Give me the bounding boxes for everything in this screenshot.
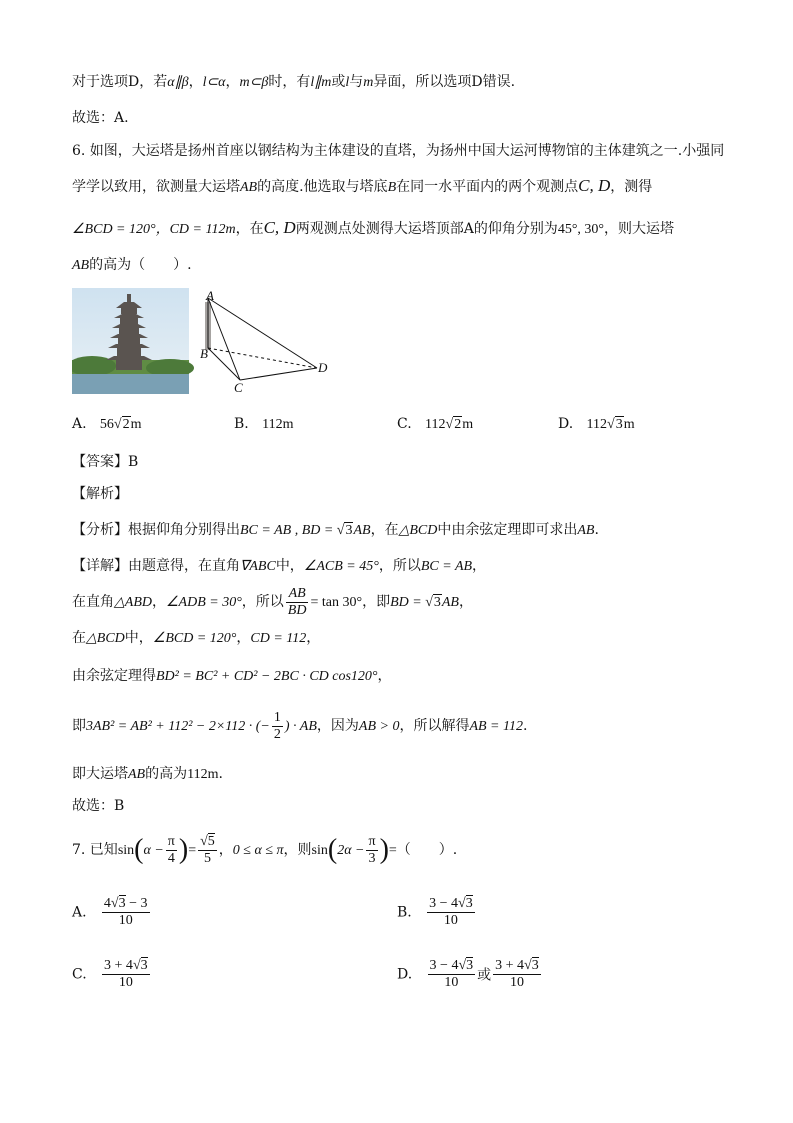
math: 112m [187, 767, 219, 782]
text: ， [458, 594, 473, 610]
text: 的高为（ ）. [89, 257, 192, 273]
option-label: D. [397, 966, 413, 983]
label-d: D [318, 360, 328, 375]
q6-option-b[interactable] [234, 416, 293, 433]
sqrt: √3 [336, 523, 353, 538]
math: 112 [425, 417, 446, 432]
result-line [72, 764, 223, 785]
text: ，在 [235, 221, 264, 237]
text: ，因为 [316, 718, 359, 734]
math: BD = [390, 595, 426, 610]
text: ， [218, 842, 233, 858]
text: 在直角 [72, 594, 114, 610]
denominator: 10 [509, 975, 524, 990]
fraction [286, 586, 309, 619]
tower-photo [72, 288, 194, 394]
sqrt: √3 [607, 417, 623, 432]
text: 中由余弦定理即可求出 [437, 522, 578, 538]
math: AB [128, 767, 146, 782]
radicand: 3 [466, 958, 474, 973]
math: △ABD [114, 595, 152, 610]
math: BC = AB , BD = [240, 523, 337, 538]
paren: ) [379, 834, 389, 865]
math: l⊂α [202, 75, 226, 90]
bcd-line [72, 628, 320, 649]
solve-line [72, 706, 527, 747]
text: . [522, 718, 528, 734]
math: α − [143, 843, 164, 858]
fraction [272, 710, 283, 743]
fraction [366, 834, 377, 867]
text: ，所以 [241, 594, 284, 610]
denominator: 4 [167, 850, 175, 866]
q7-option-d[interactable] [397, 958, 543, 991]
text: ， [188, 74, 203, 90]
radicand: 3 [140, 958, 148, 973]
numerator: π [167, 833, 175, 849]
text: ， [377, 668, 392, 684]
text: 学学以致用，欲测量大运塔 [72, 179, 240, 195]
math: m⊂β [239, 75, 269, 90]
text: 3 + 4 [495, 958, 525, 973]
radicand: 3 [433, 595, 441, 610]
text: 3 + 4 [104, 958, 133, 973]
text: 时，有 [268, 74, 311, 90]
math: AB [441, 595, 459, 610]
numerator: AB [286, 586, 309, 603]
math: 112 [586, 417, 608, 432]
math: AB [577, 523, 595, 538]
xiangjie-line [72, 556, 486, 577]
cosine-law-line [72, 666, 392, 687]
math: B [387, 180, 397, 195]
math: △BCD [398, 523, 438, 538]
math: ∇ABC [240, 559, 276, 574]
text: 4 [103, 896, 111, 911]
math: sin [311, 843, 328, 858]
math: C, D [263, 218, 296, 237]
radicand: 2 [122, 417, 130, 432]
paren: ( [134, 834, 144, 865]
text: 的高为 [145, 766, 188, 782]
denominator: 10 [444, 975, 459, 990]
text: ， [236, 630, 251, 646]
text: 3 − 4 [429, 896, 459, 911]
q6-option-a[interactable] [72, 416, 142, 433]
geometry-diagram [205, 298, 317, 380]
q7-option-b[interactable] [397, 896, 477, 929]
option-d-analysis [72, 72, 515, 93]
text: 两观测点处测得大运塔顶部A的仰角分别为 [295, 221, 558, 237]
text: 【详解】由题意得，在直角 [72, 558, 240, 574]
fraction [428, 958, 476, 991]
math: 45°, 30° [557, 222, 605, 237]
choice-line: 故选：A. [72, 110, 129, 126]
fraction [493, 958, 541, 991]
text: ， [472, 558, 487, 574]
text: 在 [72, 630, 86, 646]
text: ，所以解得 [399, 718, 470, 734]
paren: ) [178, 834, 189, 865]
denominator: 10 [443, 913, 458, 928]
math: l∥m [310, 75, 332, 90]
text: 或 [331, 74, 346, 90]
text: ，即 [362, 594, 391, 610]
text: 由余弦定理得 [72, 668, 156, 684]
numerator: √5 [200, 833, 215, 849]
q6-line-2 [72, 176, 652, 198]
unit: m [130, 417, 142, 432]
radicand: 2 [454, 417, 462, 432]
text: 即大运塔 [72, 766, 128, 782]
fraction [102, 958, 150, 991]
option-label: C. [72, 966, 87, 983]
analysis-heading: 【解析】 [72, 486, 128, 502]
choice-line-b: 故选：B [72, 798, 125, 814]
text: . [218, 766, 223, 782]
text: ， [151, 594, 166, 610]
text: ，测得 [610, 179, 653, 195]
math: α∥β [167, 75, 189, 90]
denominator: 3 [368, 850, 376, 866]
fraction [102, 896, 150, 929]
option-label: A. [72, 904, 87, 921]
text: 与 [349, 74, 364, 90]
numerator: 3 − 4√3 [429, 958, 474, 973]
math: CD = 112 [250, 631, 307, 646]
text: ， [225, 74, 240, 90]
math: BC = AB [420, 559, 473, 574]
radicand: 3 [531, 958, 539, 973]
text: 的高度.他选取与塔底 [257, 179, 388, 195]
text: 3 − 4 [429, 958, 459, 973]
math: ∠ADB = 30° [165, 595, 242, 610]
text: （ ）. [396, 842, 458, 858]
text: 即 [72, 718, 86, 734]
label-a: A [206, 288, 214, 303]
math: ∠BCD = 120°，CD = 112m [72, 222, 236, 237]
radicand: 5 [207, 833, 215, 849]
math: 56 [99, 417, 114, 432]
sqrt: √2 [113, 417, 130, 432]
text: 在同一水平面内的两个观测点 [396, 179, 579, 195]
option-label: A. [72, 416, 87, 432]
math: ∠BCD = 120° [152, 631, 237, 646]
math: = [188, 843, 197, 858]
math: △BCD [86, 631, 125, 646]
radicand: 3 [118, 896, 126, 911]
option-label: B. [397, 904, 412, 921]
numerator: π [368, 833, 376, 849]
sqrt: √2 [445, 417, 462, 432]
text: 或 [477, 967, 492, 984]
text: ，则大运塔 [604, 221, 675, 237]
denominator: 5 [203, 850, 211, 866]
math: AB = 112 [469, 719, 523, 734]
math: = [388, 843, 397, 858]
fraction [427, 896, 475, 929]
numerator: 3 + 4√3 [495, 958, 539, 973]
math: 3AB² = AB² + 112² − 2×112 · (− [86, 719, 270, 734]
text: 异面，所以选项D错误. [373, 74, 516, 90]
option-label: C. [397, 416, 412, 432]
math: C, D [578, 176, 611, 195]
radicand: 3 [465, 896, 473, 911]
numerator: 4√3 − 3 [103, 896, 148, 911]
text: ，所以 [378, 558, 421, 574]
q7-option-c[interactable] [72, 958, 152, 991]
math: = tan 30° [310, 595, 363, 610]
q6-option-d[interactable] [558, 416, 635, 433]
denominator: 2 [273, 726, 281, 742]
radicand: 3 [615, 417, 623, 432]
q6-line-4 [72, 255, 192, 276]
abd-line [72, 584, 473, 621]
unit: m [462, 417, 474, 432]
answer-line: 【答案】B [72, 454, 139, 470]
text: 7. 已知 [72, 842, 118, 858]
math: sin [117, 843, 135, 858]
numerator: 3 − 4√3 [429, 896, 473, 911]
text: ，在 [370, 522, 399, 538]
math: m [363, 75, 374, 90]
option-label: D. [558, 416, 574, 432]
q7-option-a[interactable] [72, 896, 152, 929]
paren: ( [327, 834, 338, 865]
denominator: 10 [118, 975, 133, 990]
math: AB [353, 523, 371, 538]
text: 对于选项D，若 [72, 74, 168, 90]
math: l [345, 75, 350, 90]
numerator: 3 + 4√3 [104, 958, 148, 973]
math: ∠ACB = 45° [303, 559, 379, 574]
option-label: B. [234, 416, 249, 432]
math: ) · AB [284, 719, 317, 734]
math: AB [72, 258, 90, 273]
q6-option-c[interactable] [397, 416, 473, 433]
math: AB [240, 180, 258, 195]
q6-line-3 [72, 218, 674, 240]
math: AB > 0 [358, 719, 400, 734]
q6-line-1: 6. 如图，大运塔是扬州首座以钢结构为主体建设的直塔，为扬州中国大运河博物馆的主体建筑之一.小强同 [72, 143, 725, 159]
math: 2α − [337, 843, 365, 858]
text: − 3 [125, 896, 148, 911]
label-b: B [200, 346, 208, 361]
q7-stem [72, 830, 457, 871]
math: 112m [262, 417, 294, 432]
radicand: 3 [345, 523, 353, 538]
label-c: C [234, 380, 243, 395]
sqrt: √3 [425, 595, 441, 610]
text: ，则 [283, 842, 312, 858]
math: BD² = BC² + CD² − 2BC · CD cos120° [156, 669, 378, 684]
text: 【分析】根据仰角分别得出 [72, 522, 240, 538]
denominator: BD [287, 602, 307, 618]
fenxi-line [72, 520, 599, 541]
text: ， [306, 630, 321, 646]
text: . [594, 522, 599, 538]
tower-figure [72, 288, 342, 398]
math: 0 ≤ α ≤ π [232, 843, 284, 858]
text: 中， [124, 630, 153, 646]
numerator: 1 [273, 709, 281, 725]
text: 中， [275, 558, 304, 574]
fraction [166, 834, 177, 867]
unit: m [623, 417, 635, 432]
fraction [198, 834, 217, 867]
denominator: 10 [118, 913, 133, 928]
